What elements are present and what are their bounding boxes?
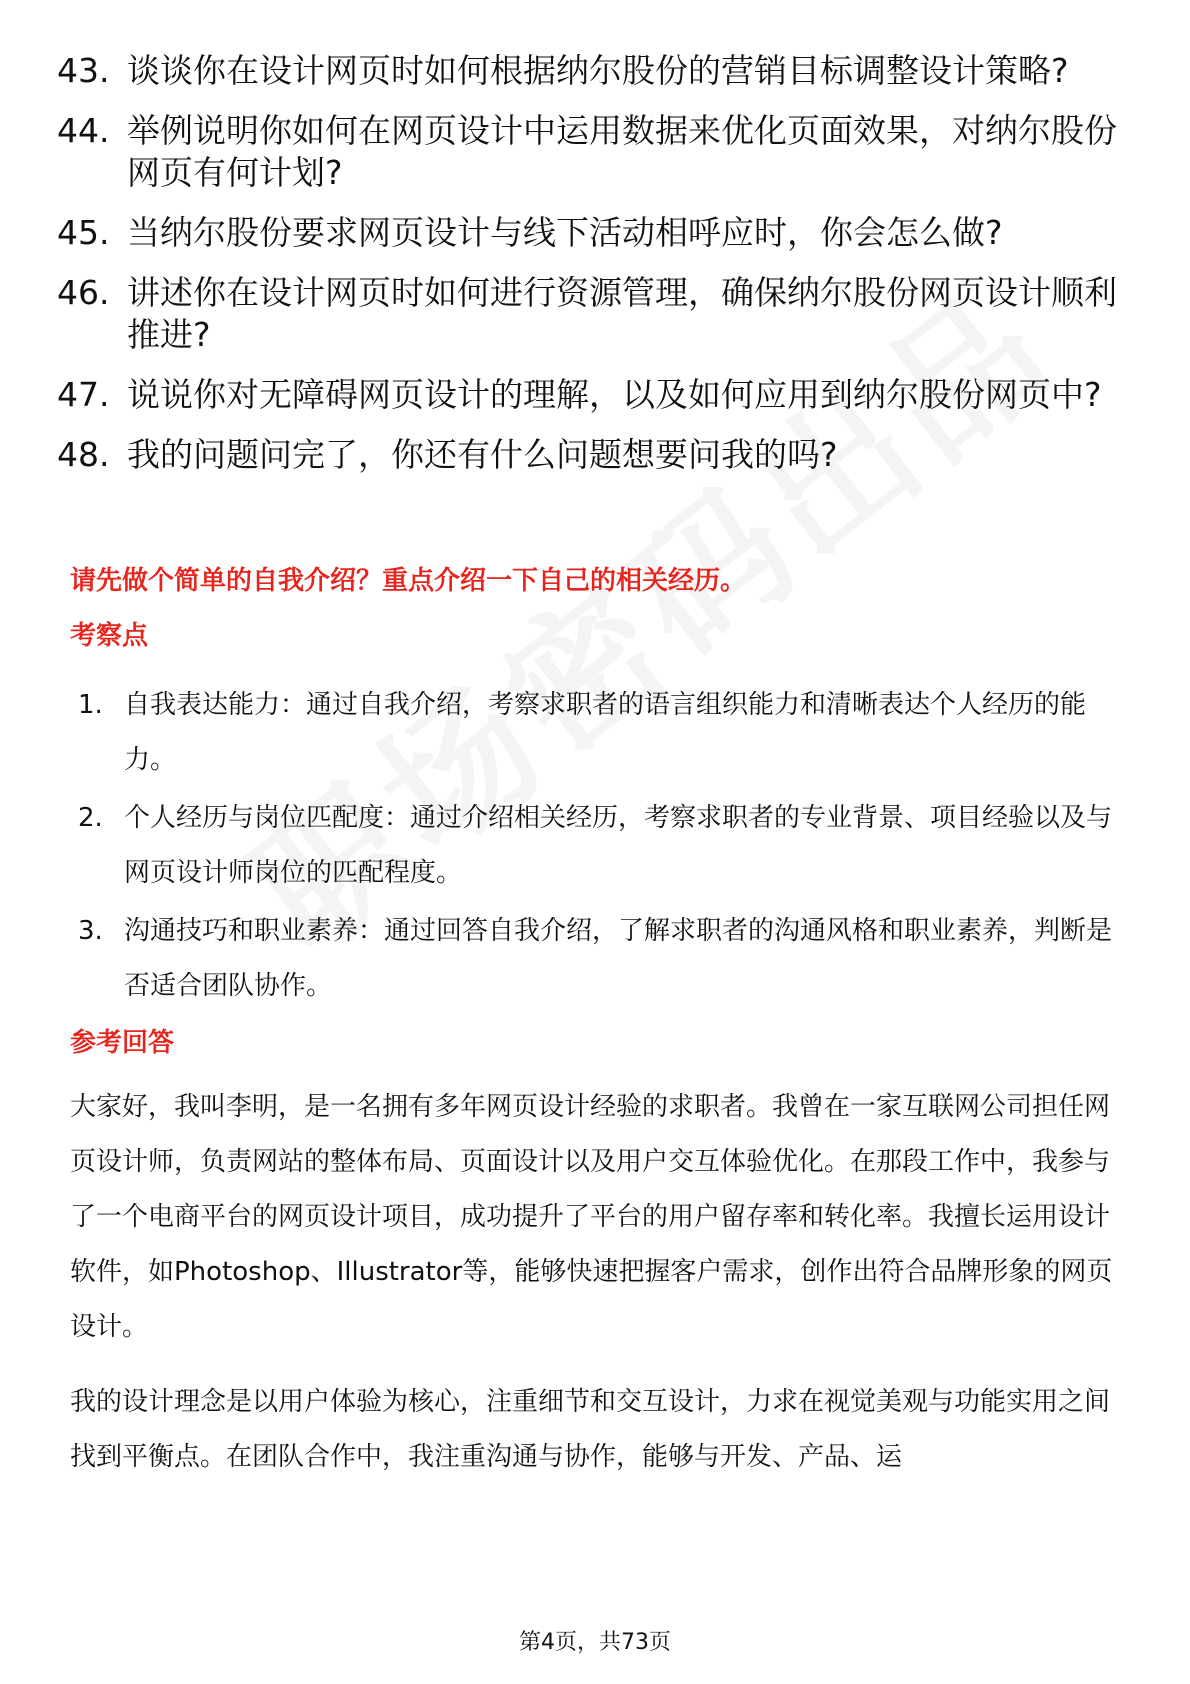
question-item	[57, 272, 1137, 356]
observe-heading: 考察点	[70, 621, 149, 651]
question-number: 47.	[57, 375, 110, 414]
observe-point	[78, 678, 1128, 788]
question-item	[57, 434, 1137, 476]
question-text: 谈谈你在设计网页时如何根据纳尔股份的营销目标调整设计策略?	[127, 51, 1069, 90]
answer-paragraph: 我的设计理念是以用户体验为核心，注重细节和交互设计，力求在视觉美观与功能实用之间找到平衡点。在团队合作中，我注重沟通与协作，能够与开发、产品、运	[70, 1387, 1111, 1472]
observe-point-number: 3.	[78, 916, 103, 946]
section-title: 请先做个简单的自我介绍？重点介绍一下自己的相关经历。	[70, 566, 747, 596]
question-item	[57, 50, 1137, 92]
observe-point-text: 自我表达能力：通过自我介绍，考察求职者的语言组织能力和清晰表达个人经历的能力。	[124, 690, 1087, 775]
observe-point-number: 1.	[78, 690, 103, 720]
question-text: 举例说明你如何在网页设计中运用数据来优化页面效果，对纳尔股份网页有何计划?	[127, 111, 1117, 192]
observe-points-list	[78, 678, 1128, 1017]
observe-point-text: 个人经历与岗位匹配度：通过介绍相关经历，考察求职者的专业背景、项目经验以及与网页设计师岗位的匹配程度。	[124, 803, 1113, 888]
observe-point-text: 沟通技巧和职业素养：通过回答自我介绍，了解求职者的沟通风格和职业素养，判断是否适合团队协作。	[124, 916, 1113, 1001]
question-number: 43.	[57, 51, 110, 90]
question-list	[57, 50, 1137, 494]
question-number: 48.	[57, 435, 110, 474]
question-text: 说说你对无障碍网页设计的理解，以及如何应用到纳尔股份网页中?	[127, 375, 1102, 414]
question-number: 44.	[57, 111, 110, 150]
observe-point-number: 2.	[78, 803, 103, 833]
observe-point	[78, 904, 1128, 1014]
question-text: 讲述你在设计网页时如何进行资源管理，确保纳尔股份网页设计顺利推进?	[127, 273, 1117, 354]
observe-point	[78, 791, 1128, 901]
question-item	[57, 374, 1137, 416]
question-text: 我的问题问完了，你还有什么问题想要问我的吗?	[127, 435, 838, 474]
question-number: 46.	[57, 273, 110, 312]
question-item	[57, 212, 1137, 254]
question-number: 45.	[57, 213, 110, 252]
question-item	[57, 110, 1137, 194]
page-footer: 第4页，共73页	[519, 1630, 671, 1655]
question-text: 当纳尔股份要求网页设计与线下活动相呼应时，你会怎么做?	[127, 213, 1003, 252]
answer-heading: 参考回答	[70, 1028, 175, 1058]
answer-paragraph: 大家好，我叫李明，是一名拥有多年网页设计经验的求职者。我曾在一家互联网公司担任网页设计师，负责网站的整体布局、页面设计以及用户交互体验优化。在那段工作中，我参与了一个电商平台的网页设计项目，成功提升了平台的用户留存率和转化率。我擅长运用设计软件，如Photoshop、Illustrator等，能够快速把握客户需求，创作出符合品牌形象的网页设计。	[70, 1092, 1113, 1342]
